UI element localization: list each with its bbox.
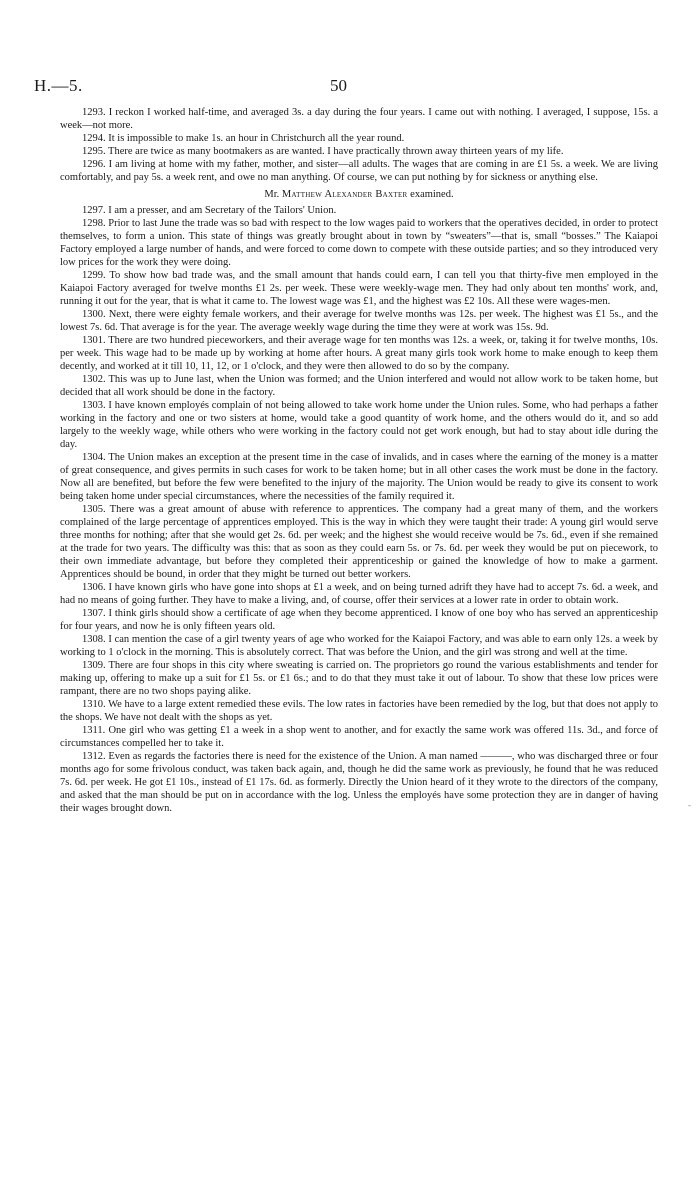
paragraph-1312: 1312. Even as regards the factories there is need for the existence of the Union. A man named ———, who was discharged three or four months ago for some frivolous conduct, was taken back again, and, though he did the same work as previously, he found that he was reduced 7s. 6d. per week. He got £1 10s., instead of £1 17s. 6d. as formerly. Directly the Union heard of it they wrote to the directors of the company, and asked that the man should be put on in accordance with the log. Unless the employés have some protection they are in danger of having their wages brought down. xyxy=(60,751,658,814)
paragraph-1306: 1306. I have known girls who have gone into shops at £1 a week, and on being turned adrift they have had to accept 7s. 6d. a week, and had no means of going further. They have to make a living, and, of course, offer their services at a lower rate in order to obtain work. xyxy=(60,582,658,606)
testimony-body xyxy=(60,106,658,815)
paragraph-1295: 1295. There are twice as many bootmakers as are wanted. I have practically thrown away thirteen years of my life. xyxy=(82,146,564,157)
margin-mark: - xyxy=(688,800,691,810)
page-number: 50 xyxy=(330,76,347,95)
paragraph-1304: 1304. The Union makes an exception at the present time in the case of invalids, and in cases where the earning of the money is a matter of great consequence, and gives permits in such cases for work to be taken home; but in all other cases the work must be done in the factory. Now all are benefited, but before the few were benefited to the injury of the majority. The Union would be ready to give its consent to work being taken home under special circumstances, where the necessities of the family required it. xyxy=(60,452,658,502)
paragraph-1308: 1308. I can mention the case of a girl twenty years of age who worked for the Kaiapoi Factory, and was able to earn only 12s. a week by working to 1 o'clock in the morning. This is absolutely correct. That was before the Union, and the girl was strong and well at the time. xyxy=(60,634,658,658)
paragraph-1311: 1311. One girl who was getting £1 a week in a shop went to another, and for exactly the same work was offered 11s. 3d., and force of circumstances compelled her to take it. xyxy=(60,725,658,749)
paragraph-1303: 1303. I have known employés complain of not being allowed to take work home under the Union rules. Some, who had perhaps a father working in the factory and one or two sisters at home, would take a good quantity of work home, and the others would do it, and so add largely to the weekly wage, while others who were working in the factory could not get work enough, but had to stay about idle during the day. xyxy=(60,400,658,450)
paragraph-1310: 1310. We have to a large extent remedied these evils. The low rates in factories have been remedied by the log, but that does not apply to the shops. We have not dealt with the shops as yet. xyxy=(60,699,658,723)
paragraph-1298: 1298. Prior to last June the trade was so bad with respect to the low wages paid to workers that the operatives decided, in order to protect themselves, to form a union. This state of things was greatly brought about in town by “sweaters”—that is, small “bosses.” The Kaiapoi Factory employed a large number of hands, and were forced to come down to compete with these outside parties; and so they introduced very low prices for the work they were doing. xyxy=(60,218,658,268)
paragraph-1309: 1309. There are four shops in this city where sweating is carried on. The proprietors go round the various establishments and tender for making up, offering to make up a suit for £1 5s. or £1 6s.; and to do that they must take it out of labour. To show that these low prices were rampant, there are no two shops paying alike. xyxy=(60,660,658,697)
paragraph-1307: 1307. I think girls should show a certificate of age when they become apprenticed. I know of one boy who has served an apprenticeship for four years, and now he is only fifteen years old. xyxy=(60,608,658,632)
paragraph-1300: 1300. Next, there were eighty female workers, and their average for twelve months was 12s. per week. The highest was £1 5s., and the lowest 7s. 6d. That average is for the year. The average weekly wage during the time they were at work was 15s. 9d. xyxy=(60,309,658,333)
paragraph-1305: 1305. There was a great amount of abuse with reference to apprentices. The company had a great many of them, and the workers complained of the large percentage of apprentices employed. This is the way in which they were taught their trade: A young girl would serve three months for nothing; after that she would get 2s. 6d. per week; and the highest she would receive would be 7s. 6d., even if she remained at the trade for two years. The difficulty was this: that as soon as they could earn 5s. or 7s. 6d. per week they would be put on piecework, to their own immediate advantage, but before they completed their apprenticeship or gained the knowledge of how to make a garment. Apprentices should be bound, in order that they might be turned out better workers. xyxy=(60,504,658,580)
witness-suffix: examined. xyxy=(410,189,454,200)
witness-prefix: Mr. xyxy=(264,189,280,200)
paragraph-1296: 1296. I am living at home with my father, mother, and sister—all adults. The wages that are coming in are £1 5s. a week. We are living comfortably, and pay 5s. a week rent, and owe no man anything. Of course, we can put nothing by for sickness or anything else. xyxy=(60,159,658,183)
witness-name: Matthew Alexander Baxter xyxy=(281,189,408,200)
witness-heading xyxy=(60,188,658,201)
paragraph-1301: 1301. There are two hundred pieceworkers, and their average wage for ten months was 12s. a week, or, taking it for twelve months, 10s. per week. This wage had to be made up by working at home after hours. A great many girls took work home to make enough to keep them decently, and worked at it till 10, 11, 12, or 1 o'clock, and they were then allowed to do so by the company. xyxy=(60,335,658,372)
paragraph-1294: 1294. It is impossible to make 1s. an hour in Christchurch all the year round. xyxy=(82,133,405,144)
paragraph-1293: 1293. I reckon I worked half-time, and averaged 3s. a day during the four years. I came out with nothing. I averaged, I suppose, 15s. a week—not more. xyxy=(60,107,658,131)
paragraph-1297: 1297. I am a presser, and am Secretary of the Tailors' Union. xyxy=(82,205,337,216)
report-reference: H.—5. xyxy=(34,76,83,95)
paragraph-1299: 1299. To show how bad trade was, and the small amount that hands could earn, I can tell you that thirty-five men employed in the Kaiapoi Factory averaged for twelve months £1 2s. per week. These were weekly-wage men. They had only about ten months' work, and, running it out for the year, that is what it came to. The lowest wage was £1, and the highest was £2 10s. All these were wages-men. xyxy=(60,270,658,307)
paragraph-1302: 1302. This was up to June last, when the Union was formed; and the Union interfered and would not allow work to be taken home, but decided that all work should be done in the factory. xyxy=(60,374,658,398)
